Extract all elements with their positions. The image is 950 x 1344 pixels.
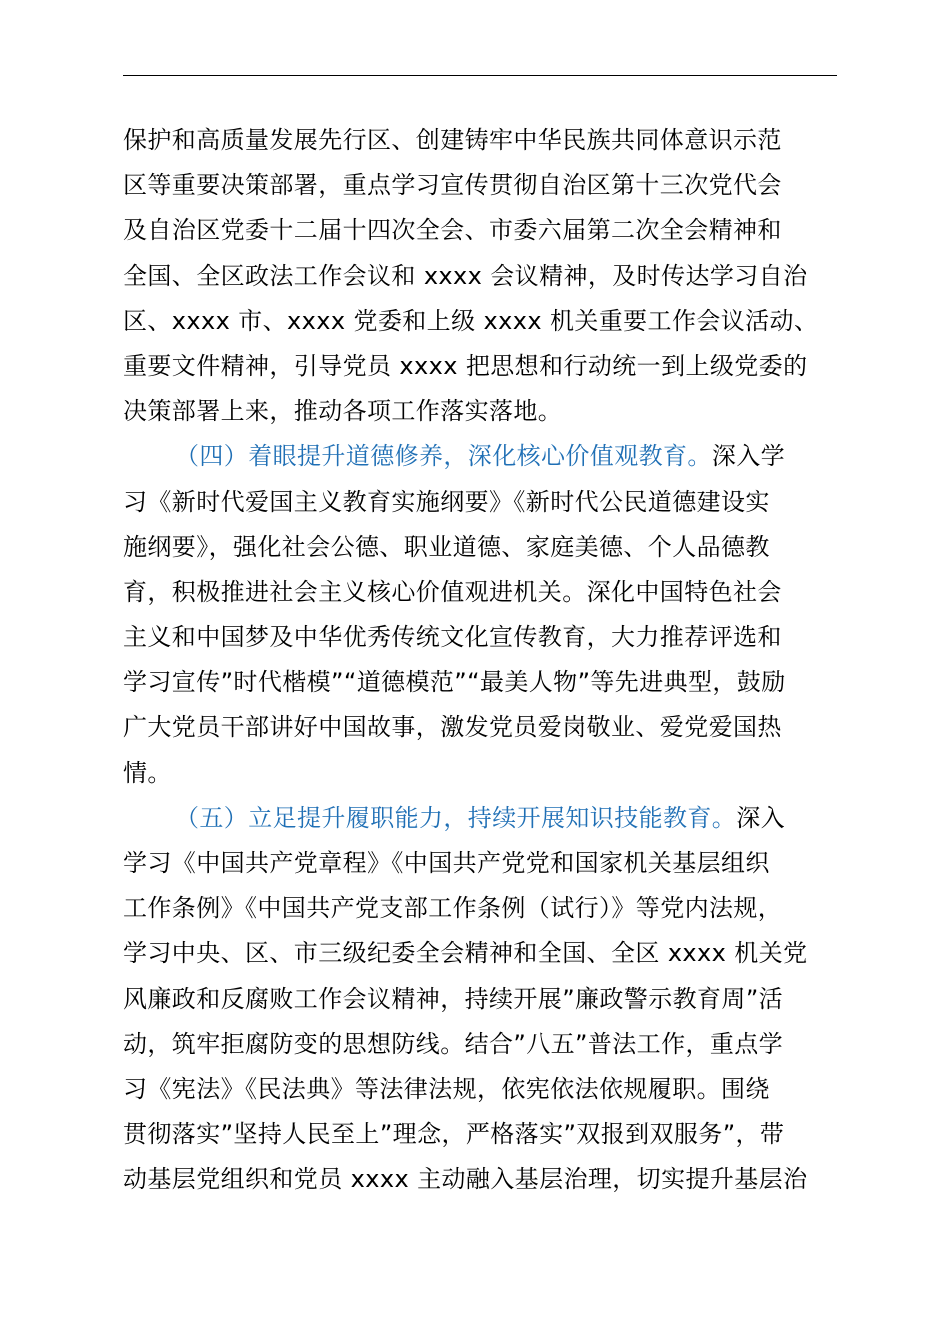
paragraph-line: 情。: [123, 758, 172, 787]
paragraph-line: 全国、全区政法工作会议和 xxxx 会议精神，及时传达学习自治: [123, 261, 808, 290]
paragraph-line: 动，筑牢拒腐防变的思想防线。结合”八五”普法工作，重点学: [123, 1029, 784, 1058]
section-4-first-line-text: 深入学: [711, 442, 786, 471]
paragraph-line: 施纲要》，强化社会公德、职业道德、家庭美德、个人品德教: [123, 532, 770, 561]
paragraph-line: 学习中央、区、市三级纪委全会精神和全国、全区 xxxx 机关党: [123, 939, 808, 968]
paragraph-line: 学习《中国共产党章程》《中国共产党党和国家机关基层组织: [123, 849, 770, 877]
paragraph-line: 习《宪法》《民法典》等法律法规，依宪依法依规履职。围绕: [123, 1074, 770, 1103]
paragraph-line: 学习宣传”时代楷模”“道德模范”“最美人物”等先进典型，鼓励: [123, 668, 786, 697]
paragraph-line: 育，积极推进社会主义核心价值观进机关。深化中国特色社会: [123, 577, 782, 606]
section-4-heading: （四）着眼提升道德修养，深化核心价值观教育。: [175, 442, 712, 471]
paragraph-line: 贯彻落实”坚持人民至上”理念，严格落实”双报到双服务”，带: [123, 1120, 785, 1149]
header-rule: [123, 75, 837, 76]
paragraph-line: 风廉政和反腐败工作会议精神，持续开展”廉政警示教育周”活: [123, 984, 784, 1013]
paragraph-line: 主义和中国梦及中华优秀传统文化宣传教育，大力推荐评选和: [123, 623, 782, 652]
paragraph-line: 工作条例》《中国共产党支部工作条例（试行）》等党内法规，: [123, 894, 783, 923]
paragraph-line: 及自治区党委十二届十四次全会、市委六届第二次全会精神和: [123, 216, 782, 245]
section-4-first-line: [123, 434, 837, 479]
section-5-heading: （五）立足提升履职能力，持续开展知识技能教育。: [175, 803, 737, 832]
paragraph-line: 区等重要决策部署，重点学习宣传贯彻自治区第十三次党代会: [123, 171, 782, 200]
section-5-first-line-text: 深入: [736, 803, 786, 832]
paragraph-line: 保护和高质量发展先行区、创建铸牢中华民族共同体意识示范: [123, 126, 782, 154]
paragraph-line: 动基层党组织和党员 xxxx 主动融入基层治理，切实提升基层治: [123, 1165, 808, 1194]
paragraph-line: 重要文件精神，引导党员 xxxx 把思想和行动统一到上级党委的: [123, 351, 808, 380]
paragraph-line: 区、xxxx 市、xxxx 党委和上级 xxxx 机关重要工作会议活动、: [123, 306, 819, 335]
section-5-first-line: [123, 796, 837, 841]
paragraph-line: 广大党员干部讲好中国故事，激发党员爱岗敬业、爱党爱国热: [123, 713, 782, 742]
document-body: [123, 118, 837, 1203]
paragraph-line: 决策部署上来，推动各项工作落实落地。: [123, 397, 563, 426]
paragraph-line: 习《新时代爱国主义教育实施纲要》《新时代公民道德建设实: [123, 487, 770, 516]
